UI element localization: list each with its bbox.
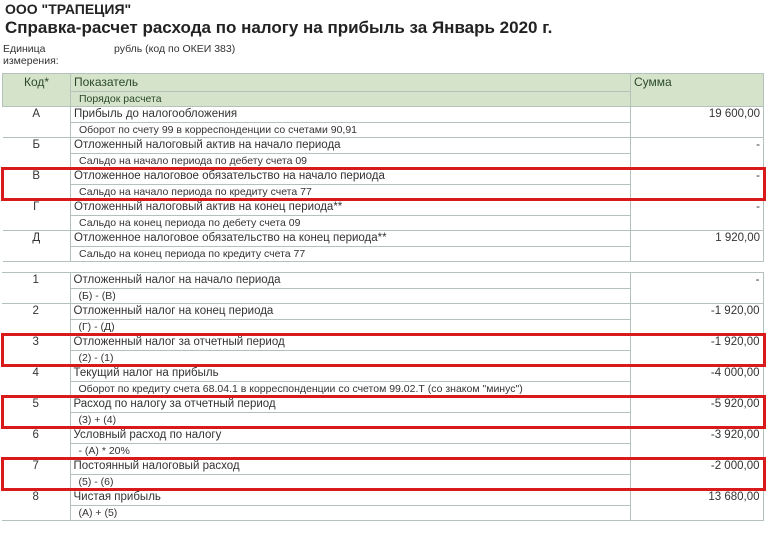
row-sum: -5 920,00 <box>630 397 763 428</box>
row-code: Г <box>3 200 71 231</box>
row-code: 4 <box>2 366 70 397</box>
row-code: 2 <box>2 304 70 335</box>
row-code: 7 <box>2 459 70 490</box>
table-row <box>2 335 763 351</box>
row-indicator: Чистая прибыль <box>70 490 630 506</box>
unit-label: Единица измерения: <box>3 43 59 67</box>
table-row <box>2 273 763 289</box>
row-calc-formula: Сальдо на конец периода по кредиту счета 77 <box>71 247 631 262</box>
row-indicator: Отложенный налог за отчетный период <box>70 335 630 351</box>
row-calc-formula: Сальдо на начало периода по дебету счета 09 <box>71 154 631 169</box>
column-header-calc: Порядок расчета <box>71 92 631 107</box>
row-indicator: Отложенное налоговое обязательство на начало периода <box>71 169 631 185</box>
row-sum: -4 000,00 <box>630 366 763 397</box>
table-row <box>3 107 764 123</box>
row-calc-formula: (Б) - (В) <box>70 289 630 304</box>
table-row <box>3 169 764 185</box>
row-sum: - <box>631 138 764 169</box>
row-calc-formula: (5) - (6) <box>70 475 630 490</box>
row-code: 8 <box>2 490 70 521</box>
table-row <box>3 200 764 216</box>
row-sum: -1 920,00 <box>630 304 763 335</box>
table-row <box>2 366 763 382</box>
row-indicator: Отложенное налоговое обязательство на конец периода** <box>71 231 631 247</box>
row-code: 1 <box>2 273 70 304</box>
section-1-rows <box>3 107 764 262</box>
row-indicator: Текущий налог на прибыль <box>70 366 630 382</box>
table-row <box>2 428 763 444</box>
table-row <box>2 304 763 320</box>
row-calc-formula: Сальдо на начало периода по кредиту счета 77 <box>71 185 631 200</box>
row-code: Б <box>3 138 71 169</box>
row-code: 5 <box>2 397 70 428</box>
row-sum: -1 920,00 <box>630 335 763 366</box>
table-row <box>3 138 764 154</box>
column-header-sum: Сумма <box>631 74 764 107</box>
column-header-code: Код* <box>3 74 71 107</box>
row-code: А <box>3 107 71 138</box>
table-row <box>3 231 764 247</box>
row-sum: -3 920,00 <box>630 428 763 459</box>
row-calc-formula: (3) + (4) <box>70 413 630 428</box>
row-calc-formula: (Г) - (Д) <box>70 320 630 335</box>
row-indicator: Условный расход по налогу <box>70 428 630 444</box>
row-sum: 1 920,00 <box>631 231 764 262</box>
report-title: Справка-расчет расхода по налогу на прибыль за Январь 2020 г. <box>5 18 553 37</box>
row-code: 3 <box>2 335 70 366</box>
report-table-section-2 <box>2 272 764 521</box>
row-calc-formula: - (А) * 20% <box>70 444 630 459</box>
row-indicator: Отложенный налоговый актив на конец периода** <box>71 200 631 216</box>
column-header-indicator: Показатель <box>71 74 631 92</box>
row-code: Д <box>3 231 71 262</box>
row-indicator: Отложенный налоговый актив на начало периода <box>71 138 631 154</box>
row-sum: 13 680,00 <box>630 490 763 521</box>
row-indicator: Постоянный налоговый расход <box>70 459 630 475</box>
row-sum: - <box>631 169 764 200</box>
row-code: В <box>3 169 71 200</box>
row-calc-formula: Оборот по счету 99 в корреспонденции со счетами 90,91 <box>71 123 631 138</box>
row-sum: 19 600,00 <box>631 107 764 138</box>
row-indicator: Прибыль до налогообложения <box>71 107 631 123</box>
row-indicator: Расход по налогу за отчетный период <box>70 397 630 413</box>
table-row <box>2 490 763 506</box>
row-calc-formula: Оборот по кредиту счета 68.04.1 в корреспонденции со счетом 99.02.Т (со знаком "минус") <box>70 382 630 397</box>
row-indicator: Отложенный налог на начало периода <box>70 273 630 289</box>
table-row <box>2 459 763 475</box>
row-sum: - <box>630 273 763 304</box>
report-table-section-1 <box>2 73 764 262</box>
row-calc-formula: Сальдо на конец периода по дебету счета 09 <box>71 216 631 231</box>
table-row <box>2 397 763 413</box>
section-2-rows <box>2 273 763 521</box>
row-code: 6 <box>2 428 70 459</box>
unit-value: рубль (код по ОКЕИ 383) <box>114 43 236 55</box>
row-indicator: Отложенный налог на конец периода <box>70 304 630 320</box>
row-calc-formula: (А) + (5) <box>70 506 630 521</box>
row-calc-formula: (2) - (1) <box>70 351 630 366</box>
organization-name: ООО "ТРАПЕЦИЯ" <box>5 1 132 17</box>
row-sum: -2 000,00 <box>630 459 763 490</box>
row-sum: - <box>631 200 764 231</box>
